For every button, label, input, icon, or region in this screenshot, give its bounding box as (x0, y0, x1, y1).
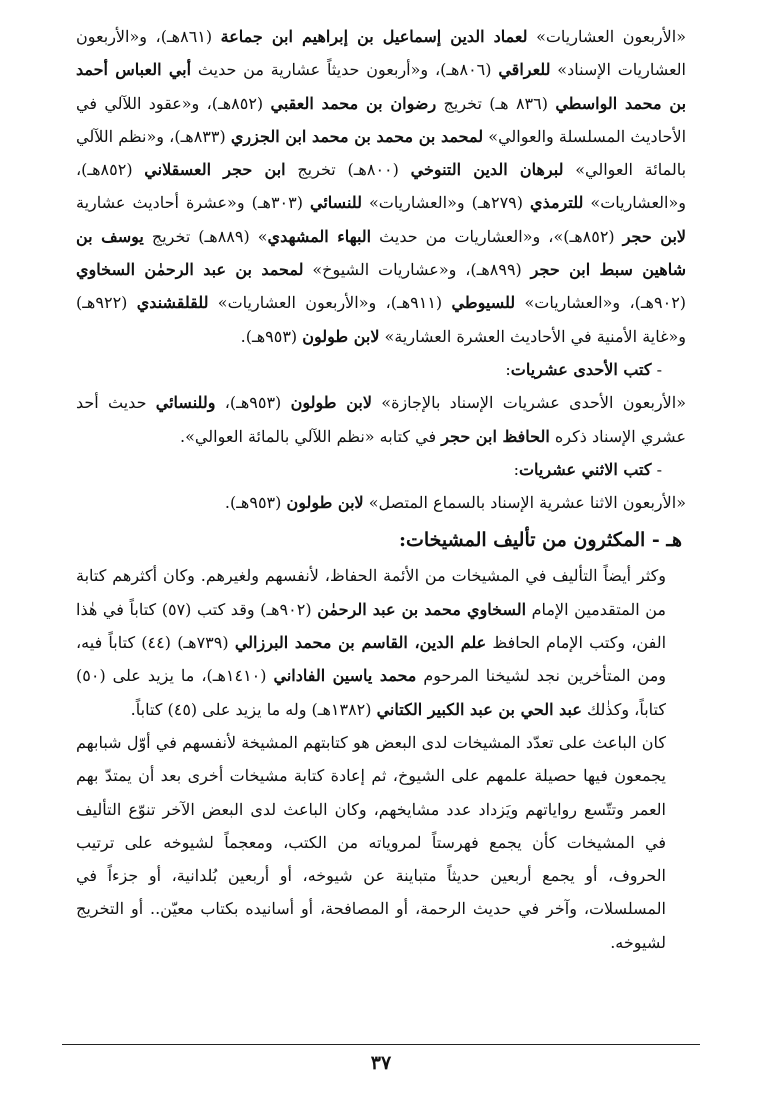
text-segment: (٩٠٢هـ) وقد كتب (٥٧) كتاباً في هٰذا الفن، وكتب الإمام الحافظ (76, 599, 667, 653)
text-segment: (٨٠٦هـ)، و«أربعون حديثاً عشارية من حديث (191, 60, 499, 80)
subheading-ahada-ushariyat (76, 353, 686, 386)
text-segment: (٨٣٦ هـ) تخريج (436, 93, 556, 113)
subheading-dash: - (651, 359, 662, 379)
subheading-dash: - (651, 459, 662, 479)
text-segment: (٨٥٢هـ)، و«عقود اللآلي في الأحاديث المسلسلة والعوالي» (76, 93, 687, 146)
bold-name: للنسائي (310, 193, 362, 213)
bold-name: علم الدين، القاسم بن محمد البرزالي (234, 633, 487, 653)
text-segment: (٨٦١هـ)، و«الأربعون العشاريات الإسناد» (76, 27, 687, 80)
paragraph-ithna-ushariyat (76, 486, 686, 519)
bold-name: رضوان بن محمد العقبي (270, 93, 437, 113)
bold-name: ابن حجر العسقلاني (144, 160, 286, 180)
subheading-ithna-ushariyat (76, 453, 686, 486)
text-segment: (٧٣٩هـ) (٤٤) كتاباً فيه، ومن المتأخرين نجد لشيخنا المرحوم (76, 633, 667, 686)
text-segment: وكثر أيضاً التأليف في المشيخات من الأئمة الحفاظ، لأنفسهم ولغيرهم. وكان أكثرهم كتابة من المتقدمين الإمام (76, 566, 666, 619)
text-segment: (٩٠٢هـ)، و«العشاريات» (515, 293, 687, 313)
text-segment: (١٣٨٢هـ) وله ما يزيد على (٤٥) كتاباً. (130, 699, 377, 719)
text-segment: » (٨٨٩هـ) تخريج (143, 226, 268, 246)
subheading-label: كتب الأحدى عشريات (510, 359, 652, 379)
text-segment: (٨٥٢هـ)، و«العشاريات» (76, 160, 687, 213)
section-title: هـ - المكثرون من تأليف المشيخات: (398, 529, 682, 552)
text-segment: (٩٢٢هـ) و«غاية الأمنية في الأحاديث العشرة العشارية» (76, 293, 686, 346)
text-segment: (٢٧٩هـ) و«العشاريات» (361, 193, 531, 213)
bold-name: أبي العباس أحمد بن محمد الواسطي (76, 60, 687, 113)
footer-rule (62, 1044, 700, 1045)
bold-name: لابن طولون (302, 326, 380, 346)
text-segment: في كتابه «نظم اللآلي بالمائة العوالي». (180, 426, 442, 446)
paragraph-ahada-ushariyat (76, 386, 686, 453)
bold-name: للترمذي (530, 193, 584, 213)
text-segment: «الأربعون العشاريات» (527, 27, 686, 46)
text-segment: (٩٥٣هـ)، (215, 393, 291, 413)
subheading-label: كتب الاثني عشريات (518, 459, 652, 479)
paragraph-mukthirun (76, 559, 686, 725)
paragraph-arbaeen-ushariyat (76, 20, 686, 353)
text-segment: (٨٣٣هـ)، و«نظم اللآلي بالمائة العوالي» (76, 126, 687, 180)
text-segment: (٨٥٢هـ)»، و«العشاريات من حديث (371, 226, 623, 246)
bold-name: لابن طولون (286, 493, 364, 513)
bold-name: للعراقي (498, 60, 551, 80)
bold-name: للسيوطي (451, 293, 516, 313)
bold-name: عبد الحي بن عبد الكبير الكتاني (376, 699, 582, 719)
bold-name: وللنسائي (155, 393, 216, 413)
text-segment: (٣٠٣هـ) و«عشرة أحاديث عشارية (76, 193, 311, 213)
bold-name: لمحمد بن عبد الرحمٰن السخاوي (76, 260, 304, 280)
text-segment: (٨٩٩هـ)، و«عشاريات الشيوخ» (303, 260, 531, 280)
paragraph-baith: كان الباعث على تعدّد المشيخات لدى البعض هو كتابتهم المشيخة لأنفسهم في أوّل شبابهم يجمعون فيها حصيلة علمهم على الشيوخ، ثم إعادة كتابة مشيخات أخرى بعد أن يمتدّ بهم العمر وتتّسع رواياتهم ويَزداد عدد مشايخهم، وكان الباعث لدى البعض الآخر تنوّع التأليف في المشيخات كأن يجمع فهرستاً لمروياته من الكتب، ومعجماً لشيوخه على ترتيب الحروف، أو يجمع أربعين حديثاً متباينة عن شيوخه، أو أربعين بُلدانية، أو جزءاً في المسلسلات، وآخر في حديث الرحمة، أو المصافحة، أو أسانيده بكتاب معيّن.. أو التخريج لشيوخه. (76, 732, 667, 952)
text-segment: (٩٥٣هـ). (224, 493, 287, 513)
bold-name: للقلقشندي (136, 293, 209, 313)
page-number: ٣٧ (370, 1052, 392, 1074)
subheading-colon: : (513, 459, 519, 479)
bold-name: الحافظ ابن حجر (441, 426, 550, 446)
bold-name: السخاوي محمد بن عبد الرحمٰن (317, 599, 527, 619)
text-segment: (٩٥٣هـ). (240, 326, 303, 346)
bold-name: لابن طولون (290, 393, 372, 413)
bold-name: يوسف بن شاهين سبط ابن حجر (76, 226, 687, 280)
text-segment: «الأربعون الاثنا عشرية الإسناد بالسماع المتصل» (363, 493, 686, 513)
bold-name: محمد ياسين الفاداني (273, 666, 417, 686)
bold-name: لعماد الدين إسماعيل بن إبراهيم ابن جماعة (220, 27, 528, 46)
text-segment: (٨٠٠هـ) تخريج (285, 160, 411, 180)
text-segment: (٩١١هـ)، و«الأربعون العشاريات» (208, 293, 452, 313)
text-segment: «الأربعون الأحدى عشريات الإسناد بالإجازة» (372, 393, 687, 413)
text-segment: حديث أحد عشري الإسناد ذكره (76, 393, 686, 446)
bold-name: لابن حجر (622, 226, 687, 246)
text-segment: (١٤١٠هـ)، ما يزيد على (٥٠) كتاباً، وكذٰلك (76, 666, 666, 719)
bold-name: لبرهان الدين التنوخي (410, 160, 564, 180)
subheading-colon: : (505, 359, 511, 379)
bold-name: البهاء المشهدي (267, 226, 372, 246)
bold-name: لمحمد بن محمد بن محمد ابن الجزري (230, 126, 484, 146)
